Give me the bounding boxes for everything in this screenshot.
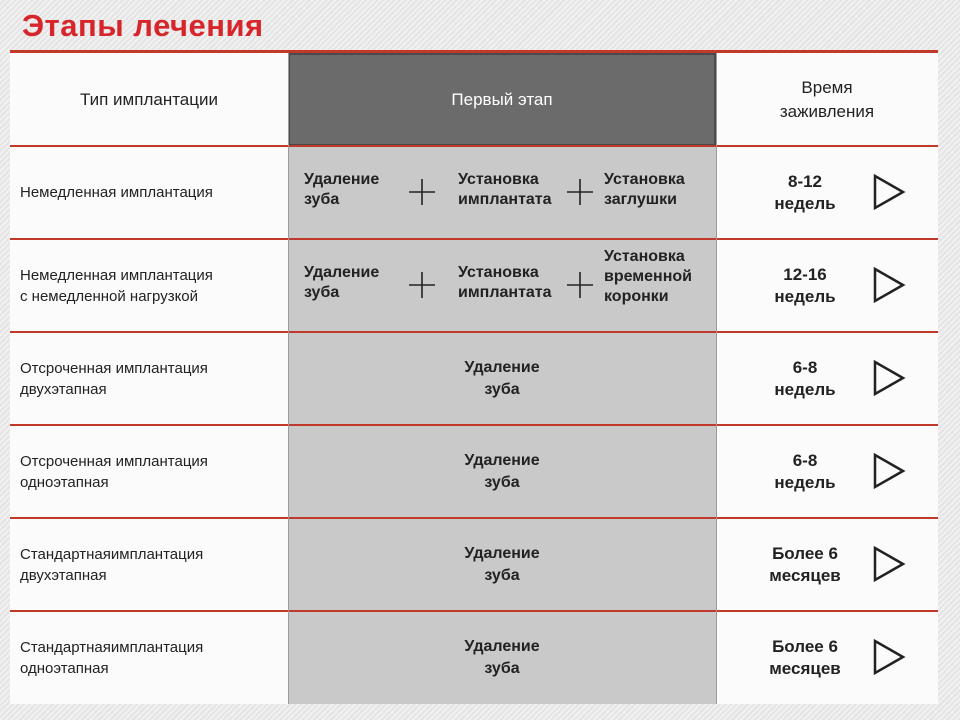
table-row	[10, 425, 938, 518]
text-line: 8-12	[787, 171, 823, 191]
header-implant-type: Тип имплантации	[80, 89, 218, 109]
stage-step	[288, 332, 716, 425]
plus-icon	[566, 271, 594, 299]
stage-step	[604, 247, 692, 307]
column-divider	[716, 53, 717, 704]
text-line: месяцев	[769, 658, 841, 678]
text-line: Установка	[458, 171, 539, 188]
play-arrow-icon[interactable]	[872, 266, 906, 304]
text-line: зуба	[304, 284, 340, 301]
text-line: коронки	[604, 288, 669, 305]
text-line: зуба	[484, 659, 520, 677]
text-line: Удаление	[464, 637, 540, 655]
healing-time-cell	[740, 518, 870, 611]
text-line: Стандартнаяимплантация	[20, 545, 204, 563]
play-arrow-icon[interactable]	[872, 173, 906, 211]
implant-type-cell	[20, 425, 282, 518]
table-row	[10, 518, 938, 611]
text-line: Установка	[458, 264, 539, 281]
text-line: Удаление	[464, 451, 540, 469]
text-line: Установка	[604, 248, 685, 265]
text-line: Удаление	[304, 171, 380, 188]
text-line: недель	[774, 379, 836, 399]
text-line: двухэтапная	[20, 566, 107, 584]
implant-type-cell	[20, 332, 282, 425]
plus-icon	[408, 178, 436, 206]
text-line: Установка	[604, 171, 685, 188]
healing-time-cell	[740, 239, 870, 332]
text-line: 6-8	[792, 450, 818, 470]
text-line: Отсроченная имплантация	[20, 359, 208, 377]
text-line: Удаление	[464, 544, 540, 562]
text-line: имплантата	[458, 284, 552, 301]
play-arrow-icon[interactable]	[872, 545, 906, 583]
play-arrow-icon[interactable]	[872, 452, 906, 490]
stage-step	[288, 518, 716, 611]
text-line: зуба	[484, 380, 520, 398]
treatment-stages-table	[10, 53, 938, 704]
stage-step	[304, 170, 379, 210]
stage-step	[458, 263, 552, 303]
text-line: Стандартнаяимплантация	[20, 638, 204, 656]
header-time-line1: Время	[801, 77, 853, 97]
page-title: Этапы лечения	[22, 8, 264, 43]
play-arrow-icon[interactable]	[872, 359, 906, 397]
implant-type-cell	[20, 239, 282, 332]
text-line: имплантата	[458, 191, 552, 208]
implant-type-cell	[20, 518, 282, 611]
text-line: 6-8	[792, 357, 818, 377]
play-arrow-icon[interactable]	[872, 638, 906, 676]
text-line: одноэтапная	[20, 659, 109, 677]
stage-step	[304, 263, 379, 303]
text-line: Немедленная имплантация	[20, 266, 213, 284]
column-divider	[288, 53, 289, 704]
text-line: зуба	[484, 473, 520, 491]
text-line: Более 6	[772, 543, 838, 563]
header-healing-time	[716, 53, 938, 146]
stage-step	[288, 425, 716, 518]
text-line: зуба	[484, 566, 520, 584]
implant-type-cell	[20, 611, 282, 704]
table-row	[10, 239, 938, 332]
text-line: Отсроченная имплантация	[20, 452, 208, 470]
text-line: Немедленная имплантация	[20, 184, 213, 201]
text-line: недель	[774, 193, 836, 213]
text-line: Более 6	[772, 636, 838, 656]
text-line: с немедленной нагрузкой	[20, 287, 199, 305]
text-line: двухэтапная	[20, 380, 107, 398]
stage-step	[458, 170, 552, 210]
table-row	[10, 611, 938, 704]
header-time-line2: заживления	[779, 101, 875, 121]
table-row	[10, 146, 938, 239]
text-line: недель	[774, 286, 836, 306]
header-first-stage: Первый этап	[288, 53, 716, 146]
plus-icon	[408, 271, 436, 299]
text-line: Удаление	[464, 358, 540, 376]
text-line: месяцев	[769, 565, 841, 585]
table-row	[10, 332, 938, 425]
stage-step	[604, 170, 685, 210]
text-line: одноэтапная	[20, 473, 109, 491]
text-line: Удаление	[304, 264, 380, 281]
text-line: заглушки	[604, 191, 677, 208]
text-line: временной	[604, 268, 692, 285]
healing-time-cell	[740, 425, 870, 518]
stage-step	[288, 611, 716, 704]
text-line: недель	[774, 472, 836, 492]
healing-time-cell	[740, 332, 870, 425]
healing-time-cell	[740, 146, 870, 239]
healing-time-cell	[740, 611, 870, 704]
plus-icon	[566, 178, 594, 206]
implant-type-cell	[20, 146, 282, 239]
text-line: 12-16	[783, 264, 827, 284]
text-line: зуба	[304, 191, 340, 208]
